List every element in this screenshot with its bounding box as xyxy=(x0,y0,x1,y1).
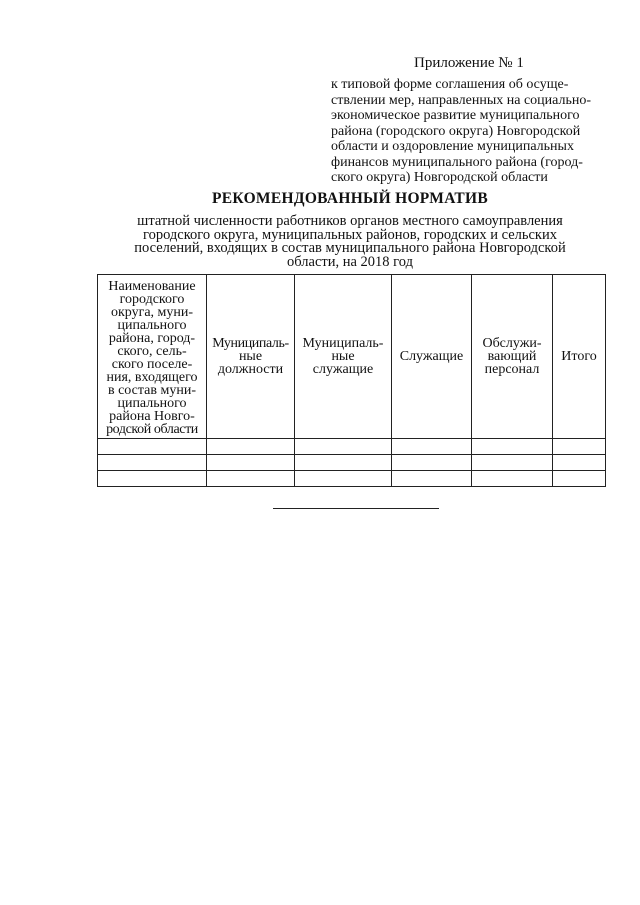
table-header-row xyxy=(98,275,606,439)
table-cell xyxy=(295,471,392,487)
header-line: Итого xyxy=(561,349,597,364)
header-line: Наименование xyxy=(108,279,196,294)
table-cell xyxy=(98,471,207,487)
table-cell xyxy=(207,471,295,487)
document-subtitle xyxy=(100,215,600,269)
norm-table xyxy=(97,274,606,487)
header-line: Муниципаль- xyxy=(212,336,289,351)
header-line: должности xyxy=(217,362,284,377)
appendix-title: Приложение № 1 xyxy=(414,55,524,71)
subtitle-line: штатной численности работников органов местного самоуправления xyxy=(137,213,563,229)
header-line: ципального xyxy=(117,396,187,411)
table-row xyxy=(98,471,606,487)
table-cell xyxy=(472,455,553,471)
header-line: ципального xyxy=(117,318,187,333)
header-line: ского, сель- xyxy=(117,344,187,359)
appendix-line: экономическое развитие муниципального xyxy=(331,108,580,123)
header-cell-municipal-employees xyxy=(295,275,392,439)
subtitle-line: поселений, входящих в состав муниципального района Новгородской xyxy=(134,240,566,256)
table-cell xyxy=(392,471,472,487)
header-line: Служащие xyxy=(399,349,464,364)
table-cell xyxy=(553,471,606,487)
table-cell xyxy=(207,439,295,455)
header-line: вающий xyxy=(487,349,537,364)
table-cell xyxy=(295,439,392,455)
header-line: родской области xyxy=(106,422,198,437)
appendix-line: района (городского округа) Новгородской xyxy=(331,123,581,139)
table-cell xyxy=(98,439,207,455)
table-cell xyxy=(207,455,295,471)
appendix-line: финансов муниципального района (город- xyxy=(331,154,583,170)
table-cell xyxy=(472,439,553,455)
document-title: РЕКОМЕНДОВАННЫЙ НОРМАТИВ xyxy=(212,190,488,207)
header-cell-total xyxy=(553,275,606,439)
table-row xyxy=(98,439,606,455)
table-cell xyxy=(472,471,553,487)
header-line: района Новго- xyxy=(109,409,195,424)
header-line: округа, муни- xyxy=(110,305,194,320)
end-divider xyxy=(273,508,439,509)
subtitle-line: области, на 2018 год xyxy=(287,253,413,270)
appendix-line: ского округа) Новгородской области xyxy=(331,170,548,185)
table-cell xyxy=(553,455,606,471)
header-line: района, город- xyxy=(108,331,196,346)
header-cell-municipal-posts xyxy=(207,275,295,439)
header-line: городского xyxy=(119,292,185,307)
header-cell-service-personnel xyxy=(472,275,553,439)
table-cell xyxy=(553,439,606,455)
header-line: Обслужи- xyxy=(482,336,542,351)
header-line: ния, входящего xyxy=(106,370,198,385)
appendix-line: ствлении мер, направленных на социально- xyxy=(331,92,592,108)
table-cell xyxy=(392,455,472,471)
table-cell xyxy=(392,439,472,455)
table-row xyxy=(98,455,606,471)
table-cell xyxy=(295,455,392,471)
header-cell-staff xyxy=(392,275,472,439)
appendix-line: к типовой форме соглашения об осуще- xyxy=(331,77,569,92)
header-line: ные xyxy=(331,349,355,364)
header-line: ского поселе- xyxy=(111,357,193,372)
header-cell-name xyxy=(98,275,207,439)
header-line: Муниципаль- xyxy=(302,336,384,351)
header-line: в состав муни- xyxy=(107,383,196,398)
appendix-line: области и оздоровление муниципальных xyxy=(331,139,574,154)
header-line: ные xyxy=(238,349,263,364)
subtitle-line: городского округа, муниципальных районов, городских и сельских xyxy=(143,226,557,243)
header-line: служащие xyxy=(312,362,374,377)
table-cell xyxy=(98,455,207,471)
header-line: персонал xyxy=(484,362,540,377)
appendix-text xyxy=(331,77,603,186)
